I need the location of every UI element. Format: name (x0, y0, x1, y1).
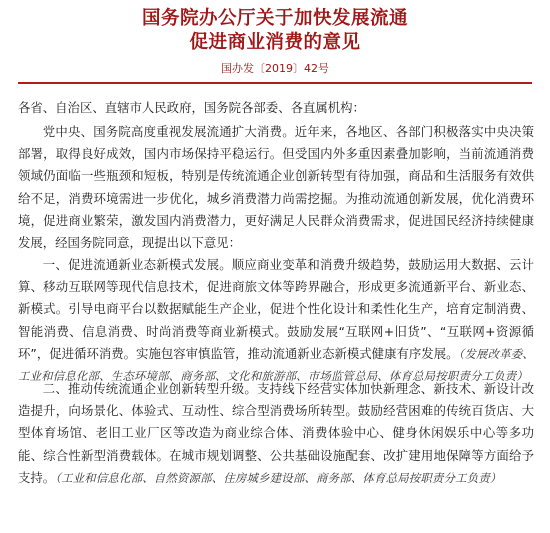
paragraph-section-1 (18, 254, 534, 387)
document-number: 国办发〔2019〕42号 (221, 62, 329, 75)
salutation: 各省、自治区、直辖市人民政府，国务院各部委、各直属机构： (18, 100, 365, 115)
paragraph-section-1-content (18, 254, 534, 387)
paragraph-intro (18, 121, 534, 254)
paragraph-section-2 (18, 378, 534, 489)
paragraph-section-1-text: 一、促进流通新业态新模式发展。顺应商业变革和消费升级趋势，鼓励运用大数据、云计算、移动互联网等现代信息技术，促进商旅文体等跨界融合，形成更多流通新平台、新业态、新模式。引导电商平台以数据赋能生产企业，促进个性化设计和柔性化生产，培育定制消费、智能消费、信息消费、时尚消费等商业新模式。鼓励发展“互联网+旧货”、“互联网+资源循环”，促进循环消费。实施包容审慎监管，推动流通新业态新模式健康有序发展。 (18, 257, 534, 361)
document-title-line-2: 促进商业消费的意见 (189, 32, 361, 53)
paragraph-section-2-text: 二、推动传统流通企业创新转型升级。支持线下经营实体加快新理念、新技术、新设计改造提升，向场景化、体验式、互动性、综合型消费场所转型。鼓励经营困难的传统百货店、大型体育场馆、老旧工业厂区等改造为商业综合体、消费体验中心、健身休闲娱乐中心等多功能、综合性新型消费载体。在城市规划调整、公共基础设施配套、改扩建用地保障等方面给予支持。 (18, 381, 534, 485)
paragraph-section-2-responsibility-note: （工业和信息化部、自然资源部、住房城乡建设部、商务部、体育总局按职责分工负责） (55, 470, 502, 485)
document-title-line-1: 国务院办公厅关于加快发展流通 (141, 8, 408, 29)
title-divider (18, 82, 532, 84)
paragraph-section-2-content (18, 378, 534, 489)
paragraph-intro-text: 党中央、国务院高度重视发展流通扩大消费。近年来，各地区、各部门积极落实中央决策部署，取得良好成效，国内市场保持平稳运行。但受国内外多重因素叠加影响，当前流通消费领域仍面临一些瓶颈和短板，特别是传统流通企业创新转型有待加强，商品和生活服务有效供给不足，消费环境需进一步优化，城乡消费潜力尚需挖掘。为推动流通创新发展，优化消费环境，促进商业繁荣，激发国内消费潜力，更好满足人民群众消费需求，促进国民经济持续健康发展，经国务院同意，现提出以下意见： (18, 124, 534, 251)
paragraph-section-1-responsibility-note: （发展改革委、工业和信息化部、生态环境部、商务部、文化和旅游部、市场监管总局、体育总局按职责分工负责） (18, 346, 535, 384)
